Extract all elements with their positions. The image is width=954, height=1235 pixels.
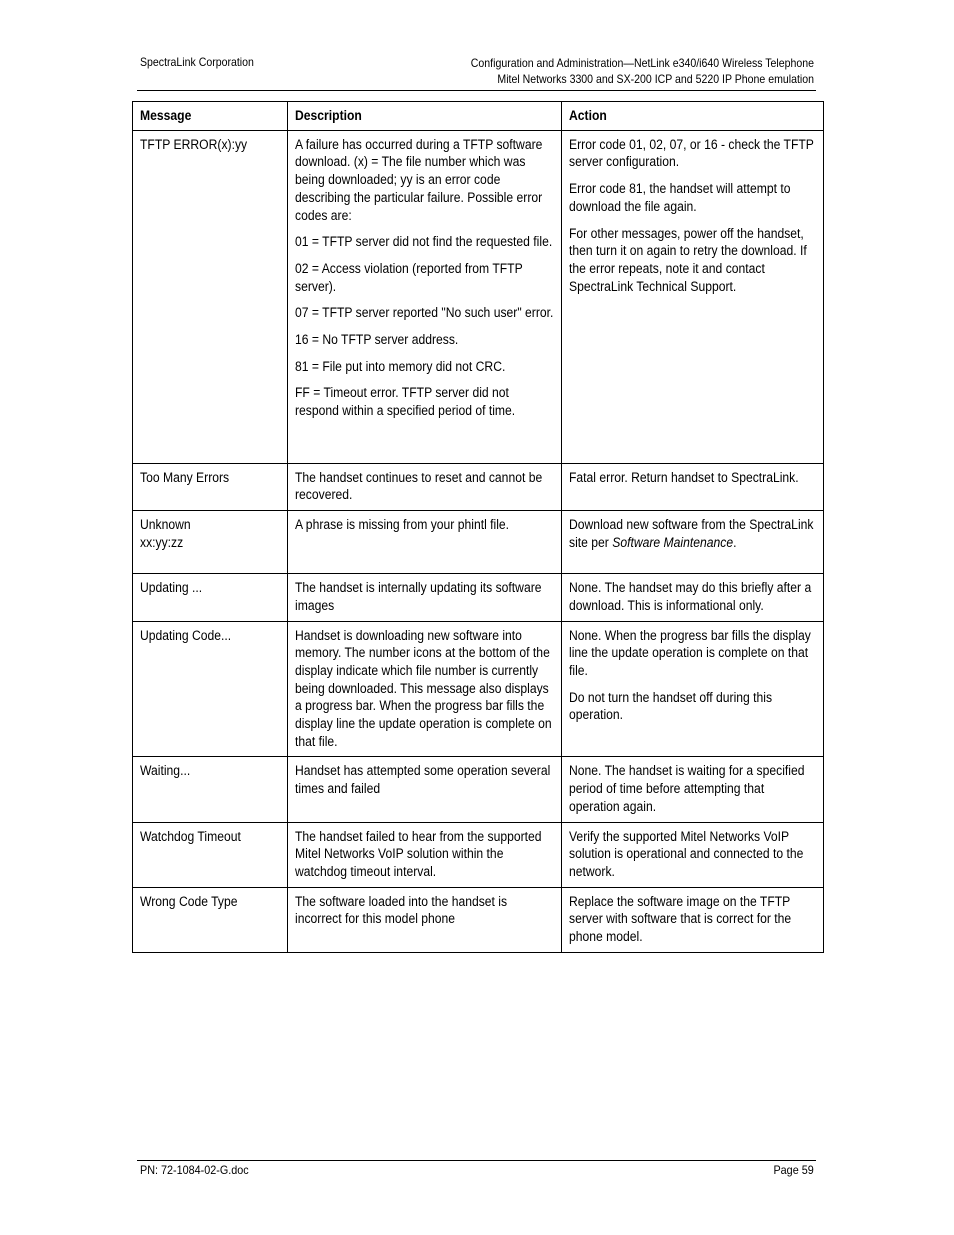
footer-rule [137, 1160, 816, 1161]
message-text: Wrong Code Type [140, 893, 238, 909]
description-cell [288, 887, 562, 952]
description-cell [288, 822, 562, 887]
footer-page-number: Page 59 [773, 1163, 814, 1177]
header-document-title [471, 55, 814, 87]
action-cell [562, 757, 824, 822]
description-paragraph: A failure has occurred during a TFTP software download. (x) = The file number which was being downloaded; yy is an error code describing the particular failure. Possible error codes are: [295, 136, 543, 223]
description-paragraph: 02 = Access violation (reported from TFTP server). [295, 260, 523, 294]
message-cell [133, 511, 288, 574]
description-paragraph: Handset has attempted some operation several times and failed [295, 763, 551, 797]
message-text: xx:yy:zz [140, 534, 184, 550]
action-paragraph: For other messages, power off the handset, then turn it on again to retry the download. If the error repeats, note it and contact SpectraLink Technical Support. [569, 225, 807, 294]
message-cell [133, 130, 288, 463]
table-row [133, 130, 824, 463]
column-header-message: Message [133, 102, 288, 131]
description-paragraph: 07 = TFTP server reported "No such user" error. [295, 305, 554, 321]
action-cell [562, 511, 824, 574]
description-paragraph: 81 = File put into memory did not CRC. [295, 358, 506, 374]
table-row [133, 757, 824, 822]
table-row [133, 621, 824, 757]
description-paragraph: The handset failed to hear from the supported Mitel Networks VoIP solution within the watchdog timeout interval. [295, 828, 542, 879]
message-text: Updating ... [140, 580, 203, 596]
description-paragraph: Handset is downloading new software into memory. The number icons at the bottom of the display indicate which file number is currently being downloaded. This message also displays a progress bar. When the progress bar fills the display line the update operation is complete on that file. [295, 627, 552, 749]
action-text: . [733, 534, 737, 550]
action-paragraph: Replace the software image on the TFTP server with software that is correct for the phone model. [569, 893, 792, 945]
action-paragraph: None. The handset may do this briefly after a download. This is informational only. [569, 580, 812, 613]
message-text: Waiting... [140, 763, 191, 779]
action-cell [562, 621, 824, 757]
description-cell [288, 574, 562, 621]
action-paragraph [569, 516, 816, 551]
description-cell [288, 463, 562, 510]
column-header-action: Action [562, 102, 824, 131]
action-cell [562, 887, 824, 952]
action-cell [562, 130, 824, 463]
action-paragraph: Verify the supported Mitel Networks VoIP solution is operational and connected to the network. [569, 828, 804, 879]
column-header-description: Description [288, 102, 562, 131]
action-cell [562, 463, 824, 510]
description-cell [288, 757, 562, 822]
table-row [133, 887, 824, 952]
action-paragraph: Do not turn the handset off during this operation. [569, 689, 773, 723]
header-rule [137, 90, 816, 91]
messages-table [132, 101, 824, 953]
description-paragraph: The handset continues to reset and cannot be recovered. [295, 469, 543, 503]
message-text: TFTP ERROR(x):yy [140, 136, 248, 152]
action-paragraph: Error code 81, the handset will attempt to download the file again. [569, 181, 791, 214]
description-cell [288, 130, 562, 463]
table-header-row [133, 102, 824, 131]
description-paragraph: 16 = No TFTP server address. [295, 332, 459, 348]
header-title-line-2: Mitel Networks 3300 and SX-200 ICP and 5220 IP Phone emulation [497, 72, 814, 86]
message-text: Unknown [140, 517, 191, 533]
software-maintenance-reference: Software Maintenance [612, 534, 734, 550]
description-paragraph: FF = Timeout error. TFTP server did not respond within a specified period of time. [295, 385, 516, 419]
header-company: SpectraLink Corporation [140, 55, 254, 69]
message-cell [133, 621, 288, 757]
message-text: Too Many Errors [140, 469, 230, 485]
action-paragraph: Fatal error. Return handset to SpectraLink. [569, 469, 799, 485]
footer-part-number: PN: 72-1084-02-G.doc [140, 1163, 249, 1177]
action-paragraph: Error code 01, 02, 07, or 16 - check the TFTP server configuration. [569, 136, 814, 170]
action-cell [562, 822, 824, 887]
description-paragraph: A phrase is missing from your phintl file. [295, 517, 510, 533]
message-text: Watchdog Timeout [140, 828, 241, 844]
message-text: Updating Code... [140, 627, 232, 643]
table-row [133, 511, 824, 574]
action-paragraph: None. When the progress bar fills the display line the update operation is complete on that file. [569, 627, 811, 678]
table-row [133, 463, 824, 510]
action-cell [562, 574, 824, 621]
description-cell [288, 621, 562, 757]
description-cell [288, 511, 562, 574]
description-paragraph: The software loaded into the handset is incorrect for this model phone [295, 893, 508, 927]
message-cell [133, 822, 288, 887]
message-cell [133, 757, 288, 822]
description-paragraph: The handset is internally updating its software images [295, 580, 542, 613]
message-cell [133, 887, 288, 952]
action-text: Download new software from the SpectraLink site per [569, 517, 814, 550]
message-cell [133, 463, 288, 510]
message-cell [133, 574, 288, 621]
header-title-line-1: Configuration and Administration—NetLink e340/i640 Wireless Telephone [470, 56, 814, 70]
description-paragraph: 01 = TFTP server did not find the requested file. [295, 234, 553, 250]
table-row [133, 574, 824, 621]
table-row [133, 822, 824, 887]
action-paragraph: None. The handset is waiting for a specified period of time before attempting that operation again. [569, 763, 805, 814]
